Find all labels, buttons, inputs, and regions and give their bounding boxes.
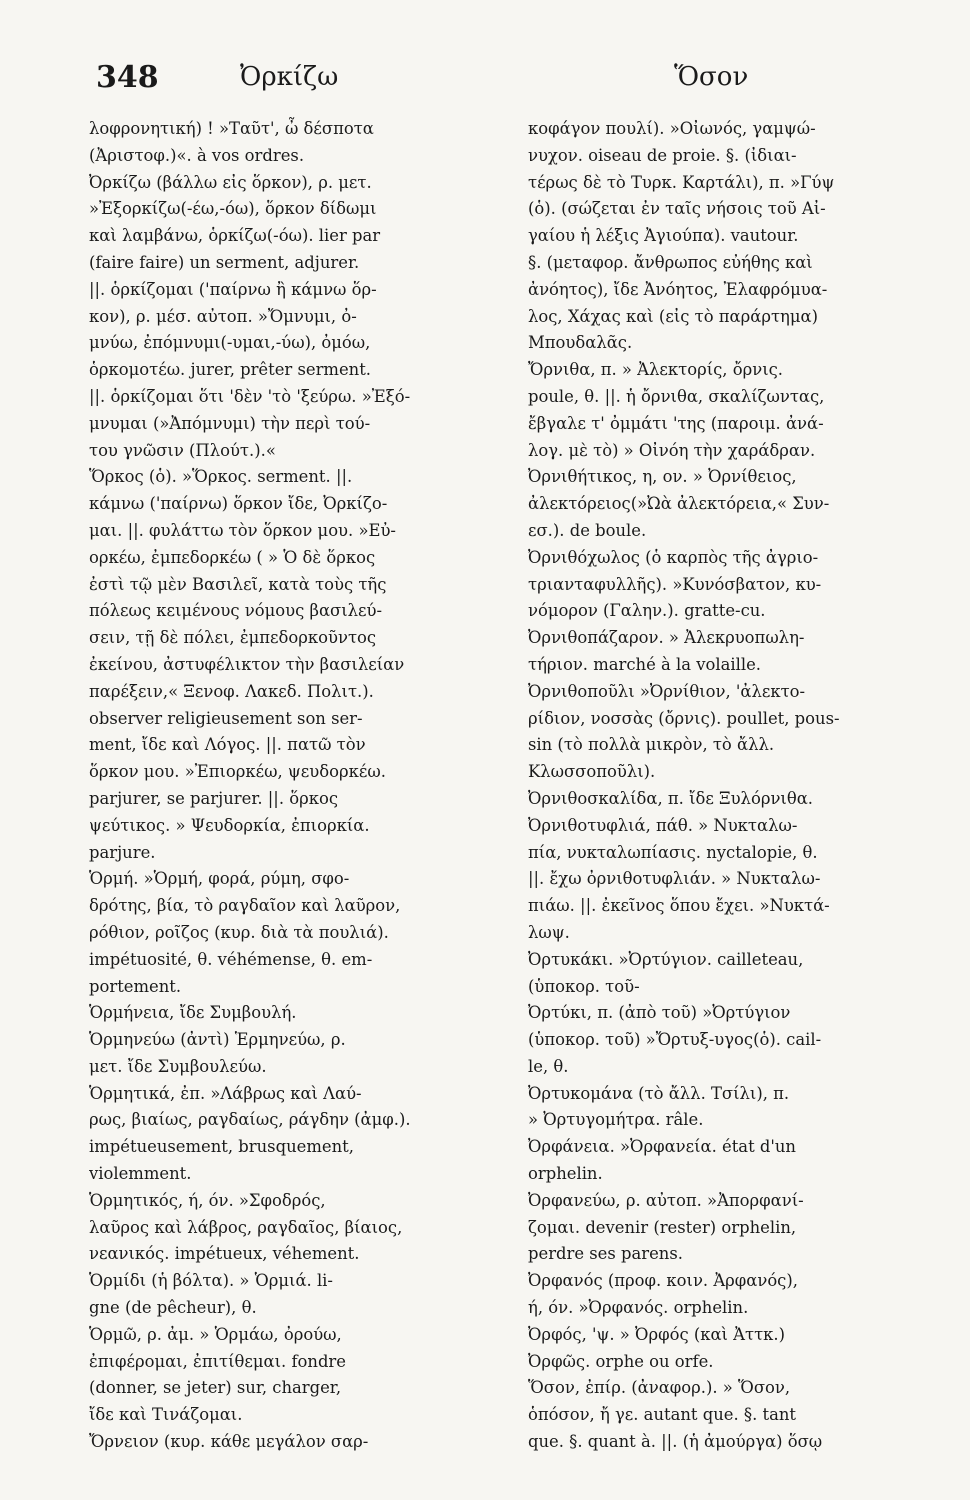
text-line: violemment.: [89, 1164, 192, 1184]
text-line: Ὀρνιθήτικος, η, ον. » Ὀρνίθειος,: [528, 467, 797, 487]
text-line: le, θ.: [528, 1056, 569, 1076]
text-line: (faire faire) un serment, adjurer.: [89, 252, 360, 272]
text-line: Ὀρκίζω (βάλλω εἰς ὅρκον), ρ. μετ.: [89, 172, 372, 192]
text-line: ||. ὁρκίζομαι ('παίρνω ἢ κάμνω ὅρ-: [89, 279, 377, 299]
text-line: Ὀρνιθοπάζαρον. » Ἀλεκρυοπωλη-: [528, 628, 805, 648]
text-line: Ὅσον, ἐπίρ. (ἀναφορ.). » Ὅσον,: [528, 1378, 791, 1398]
text-line: πιάω. ||. ἐκεῖνος ὅπου ἔχει. »Νυκτά-: [528, 896, 830, 916]
text-line: μνυμαι (»Ἀπόμνυμι) τὴν περὶ τού-: [89, 413, 371, 433]
text-line: Ὄρνειον (κυρ. κάθε μεγάλον σαρ-: [89, 1432, 369, 1452]
text-line: πόλεως κειμένους νόμους βασιλεύ-: [89, 601, 383, 621]
text-line: εσ.). de boule.: [528, 520, 647, 540]
text-line: portement.: [89, 976, 182, 996]
text-line: Ὀρφανεύω, ρ. αὐτοπ. »Ἀπορφανί-: [528, 1190, 804, 1210]
text-line: parjurer, se parjurer. ||. ὅρκος: [89, 788, 339, 808]
text-line: Ὁρμήνεια, ἴδε Συμβουλή.: [89, 1003, 297, 1023]
text-line: καὶ λαμβάνω, ὁρκίζω(-όω). lier par: [89, 226, 381, 246]
text-line: ρίδιον, νοσσὰς (ὄρνις). poullet, pous-: [528, 708, 840, 728]
text-line: ἐπιφέρομαι, ἐπιτίθεμαι. fondre: [89, 1351, 346, 1371]
text-line: Ὁρμητικά, ἐπ. »Λάβρως καὶ Λαύ-: [89, 1083, 362, 1103]
text-line: του γνῶσιν (Πλούτ.).«: [89, 440, 276, 460]
text-line: ὁπόσον, ἤ γε. autant que. §. tant: [528, 1405, 797, 1425]
text-line: Ὀρνιθόχωλος (ὁ καρπὸς τῆς ἀγριο-: [528, 547, 819, 567]
text-line: νόμορον (Γαλην.). gratte-cu.: [528, 601, 766, 621]
right-running-headword: Ὅσον: [674, 62, 749, 92]
text-line: σειν, τῇ δὲ πόλει, ἐμπεδορκοῦντος: [89, 628, 377, 648]
text-line: Ὀρνιθοποῦλι »Ὀρνίθιον, 'ἀλεκτο-: [528, 681, 806, 701]
text-line: (donner, se jeter) sur, charger,: [89, 1378, 342, 1398]
text-line: que. §. quant à. ||. (ἡ ἀμούργα) ὅσῳ: [528, 1432, 823, 1452]
page-number: 348: [96, 60, 159, 95]
text-line: Ὀρφῶς. orphe ou orfe.: [528, 1351, 714, 1371]
text-line: ἀλεκτόρειος(»Ὠὰ ἀλεκτόρεια,« Συν-: [528, 494, 830, 514]
text-line: Ὁρμίδι (ἡ βόλτα). » Ὁρμιά. li-: [89, 1271, 333, 1291]
text-line: Ὀρφός, 'ψ. » Ὀρφός (καὶ Ἀττκ.): [528, 1324, 786, 1344]
text-line: impétueusement, brusquement,: [89, 1137, 354, 1157]
text-line: Ὀρτυκομάνα (τὸ ἄλλ. Τσίλι), π.: [528, 1083, 790, 1103]
text-line: ρόθιον, ροῖζος (κυρ. διὰ τὰ πουλιά).: [89, 922, 389, 942]
text-line: Μπουδαλᾶς.: [528, 333, 633, 353]
text-line: (ὑποκορ. τοῦ-: [528, 976, 640, 996]
text-line: ἐστὶ τῷ μὲν Βασιλεῖ, κατὰ τοὺς τῆς: [89, 574, 387, 594]
text-line: ορκέω, ἐμπεδορκέω ( » Ὁ δὲ ὅρκος: [89, 547, 376, 567]
text-line: Ὅρκος (ὁ). »Ὅρκος. serment. ||.: [89, 467, 353, 487]
text-line: κοφάγον πουλί). »Οἰωνός, γαμψώ-: [528, 119, 816, 138]
text-line: μετ. ἴδε Συμβουλεύω.: [89, 1056, 267, 1076]
text-line: γαίου ἡ λέξις Ἀγιούπα). vautour.: [528, 226, 799, 246]
text-line: (ὁ). (σώζεται ἐν ταῖς νήσοις τοῦ Αἰ-: [528, 199, 826, 219]
text-line: ἐκείνου, ἀστυφέλικτον τὴν βασιλείαν: [89, 654, 405, 674]
text-line: ή, όν. »Ὀρφανός. orphelin.: [528, 1298, 749, 1318]
text-line: τριανταφυλλῆς). »Κυνόσβατον, κυ-: [528, 574, 822, 594]
text-line: λαῦρος καὶ λάβρος, ραγδαῖος, βίαιος,: [89, 1217, 403, 1237]
text-line: νεανικός. impétueux, véhement.: [89, 1244, 360, 1264]
text-line: poule, θ. ||. ἡ ὄρνιθα, σκαλίζωντας,: [528, 386, 825, 406]
text-line: Ὄρνιθα, π. » Ἀλεκτορίς, ὄρνις.: [528, 360, 784, 380]
text-line: δρότης, βία, τὸ ραγδαῖον καὶ λαῦρον,: [89, 896, 401, 916]
text-line: μνύω, ἐπόμνυμι(-υμαι,-ύω), ὀμόω,: [89, 333, 371, 353]
text-line: λος, Χάχας καὶ (εἰς τὸ παράρτημα): [528, 306, 818, 326]
text-line: ζομαι. devenir (rester) orphelin,: [528, 1217, 797, 1237]
left-column: [89, 116, 477, 1456]
text-line: κάμνω ('παίρνω) ὅρκον ἴδε, Ὀρκίζο-: [89, 494, 388, 514]
text-line: Ὀρφάνεια. »Ὀρφανεία. état d'un: [528, 1137, 796, 1157]
text-line: » Ὀρτυγομήτρα. râle.: [528, 1110, 704, 1130]
text-line: ment, ἴδε καὶ Λόγος. ||. πατῶ τὸν: [89, 735, 366, 755]
text-line: impétuosité, θ. véhémense, θ. em-: [89, 949, 373, 969]
text-line: Κλωσσοποῦλι).: [528, 762, 656, 782]
text-line: παρέξειν,« Ξενοφ. Λακεδ. Πολιτ.).: [89, 681, 374, 701]
right-column: [528, 116, 924, 1456]
text-line: τήριον. marché à la volaille.: [528, 654, 761, 674]
text-line: Ὀρφανός (προφ. κοιν. Ἀρφανός),: [528, 1271, 798, 1291]
text-line: ἔβγαλε τ' ὀμμάτι 'της (παροιμ. ἀνά-: [528, 413, 824, 433]
text-line: orphelin.: [528, 1164, 603, 1184]
left-running-headword: Ὀρκίζω: [240, 62, 339, 92]
text-line: Ὁρμῶ, ρ. ἀμ. » Ὁρμάω, ὀρούω,: [89, 1324, 342, 1344]
text-line: τέρως δὲ τὸ Τυρκ. Καρτάλι), π. »Γύψ: [528, 172, 835, 192]
text-line: ψεύτικος. » Ψευδορκία, ἐπιορκία.: [89, 815, 370, 835]
text-line: ||. ἔχω ὀρνιθοτυφλιάν. » Νυκταλω-: [528, 869, 821, 889]
text-line: μαι. ||. φυλάττω τὸν ὅρκον μου. »Εὐ-: [89, 520, 396, 540]
text-line: Ὀρνιθοσκαλίδα, π. ἴδε Ξυλόρνιθα.: [528, 788, 813, 808]
text-line: Ὁρμή. »Ὁρμή, φορά, ρύμη, σφο-: [89, 869, 350, 889]
text-line: »Ἐξορκίζω(-έω,-όω), ὅρκον δίδωμι: [89, 199, 377, 219]
text-line: ||. ὁρκίζομαι ὅτι 'δὲν 'τὸ 'ξεύρω. »Ἐξό-: [89, 386, 411, 406]
text-line: Ὁρμηνεύω (ἀντὶ) Ἑρμηνεύω, ρ.: [89, 1030, 346, 1050]
text-line: ὁρκομοτέω. jurer, prêter serment.: [89, 360, 372, 380]
text-line: parjure.: [89, 842, 156, 862]
text-line: Ὀρνιθοτυφλιά, πάθ. » Νυκταλω-: [528, 815, 798, 835]
text-line: νυχον. oiseau de proie. §. (ἰδιαι-: [528, 145, 797, 165]
text-line: §. (μεταφορ. ἄνθρωπος εὐήθης καὶ: [528, 252, 813, 272]
text-line: gne (de pêcheur), θ.: [89, 1298, 257, 1318]
text-line: ὅρκον μου. »Ἐπιορκέω, ψευδορκέω.: [89, 762, 386, 782]
text-line: κον), ρ. μέσ. αὐτοπ. »Ὄμνυμι, ὀ-: [89, 306, 357, 326]
text-line: Ὀρτύκι, π. (ἀπὸ τοῦ) »Ὀρτύγιον: [528, 1003, 791, 1023]
text-line: Ὀρτυκάκι. »Ὀρτύγιον. cailleteau,: [528, 949, 804, 969]
text-line: (ὑποκορ. τοῦ) »Ὄρτυξ-υγος(ὁ). cail-: [528, 1030, 822, 1050]
text-line: sin (τὸ πολλὰ μικρὸν, τὸ ἄλλ.: [528, 735, 775, 755]
text-line: λοφρονητική) ! »Ταῦτ', ὦ δέσποτα: [89, 119, 374, 138]
text-line: ρως, βιαίως, ραγδαίως, ράγδην (ἀμφ.).: [89, 1110, 411, 1130]
text-line: λογ. μὲ τὸ) » Οἰνόη τὴν χαράδραν.: [528, 440, 816, 460]
text-line: ἴδε καὶ Τινάζομαι.: [89, 1405, 243, 1425]
text-line: (Ἀριστοφ.)«. à vos ordres.: [89, 145, 305, 165]
text-line: πία, νυκταλωπίασις. nyctalopie, θ.: [528, 842, 818, 862]
text-line: ἀνόητος), ἴδε Ἀνόητος, Ἐλαφρόμυα-: [528, 279, 828, 299]
text-line: perdre ses parens.: [528, 1244, 683, 1264]
text-line: Ὁρμητικός, ή, όν. »Σφοδρός,: [89, 1190, 326, 1210]
text-line: observer religieusement son ser-: [89, 708, 363, 728]
page-header: [96, 60, 916, 100]
text-line: λωψ.: [528, 922, 570, 942]
